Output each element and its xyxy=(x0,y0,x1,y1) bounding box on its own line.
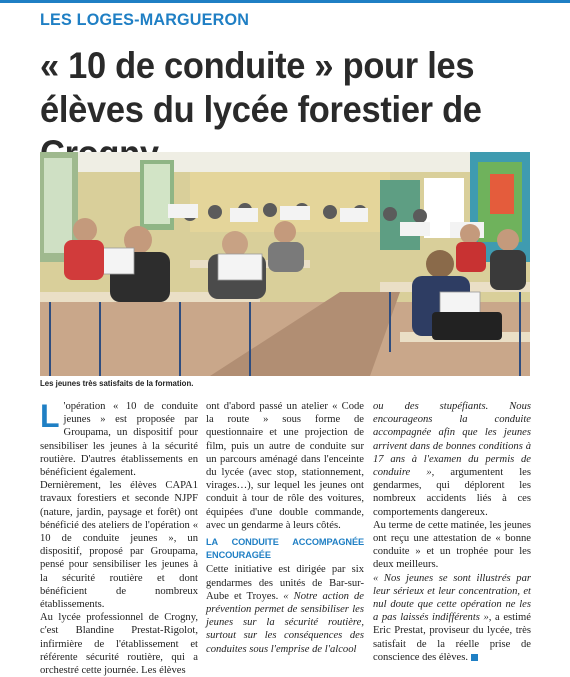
paragraph: Au lycée professionnel de Crogny, c'est Blandine Prestat-Rigolot, infirmière de l'établissement et référente sécurité routière, qui a orchestré cette journée. Les élèves xyxy=(40,612,198,677)
paragraph-text: argumentent les gendarmes, qui déplorent les nombreux accidents liés à ces comportements dangereux. xyxy=(373,467,531,518)
top-accent-band xyxy=(0,0,570,3)
article-column-3 xyxy=(373,400,531,664)
article-column-1 xyxy=(40,400,198,677)
section-kicker: LES LOGES-MARGUERON xyxy=(40,10,250,29)
paragraph: ont d'abord passé un atelier « Code la route » sous forme de questionnaire et une projection de film, puis un autre de conduite sur un parcours aménagé dans l'enceinte du lycée (avec stop, stationnement, virages…), sur lequel les jeunes ont conduit à tour de rôle des voitures, équipées d'une double commande, avec un gendarme à leurs côtés. xyxy=(206,401,364,531)
classroom-photo-illustration xyxy=(40,152,530,376)
intro-paragraph xyxy=(40,400,198,479)
paragraph xyxy=(206,563,364,655)
end-of-article-mark xyxy=(471,654,478,661)
paragraph xyxy=(373,400,531,519)
article-photo xyxy=(40,152,530,376)
article-subhead: LA CONDUITE ACCOMPAGNÉE ENCOURAGÉE xyxy=(206,537,364,561)
photo-caption: Les jeunes très satisfaits de la formation. xyxy=(40,378,194,388)
article-headline: « 10 de conduite » pour les élèves du lycée forestier de xyxy=(40,45,482,130)
article-column-2 xyxy=(206,400,364,656)
paragraph: Dernièrement, les élèves CAPA1 travaux forestiers et seconde NJPF (nature, jardin, paysage et forêt) ont bénéficié des ateliers de l'opération « 10 de conduite jeunes », un dispositif, proposé par Groupama, pensé pour sensibiliser les jeunes à la sécurité routière et dont bénéficient de nombreux établissements. xyxy=(40,480,198,611)
intro-text: 'opération « 10 de conduite jeunes » est proposée par Groupama, un dispositif pour sensibiliser les jeunes à la sécurité routière. D'autres établissements en bénéficient également. xyxy=(40,401,198,479)
paragraph-text: Cette initiative est dirigée par six gendarmes des unités de Bar-sur-Aube et Troyes. xyxy=(206,564,364,602)
paragraph: Au terme de cette matinée, les jeunes ont reçu une attestation de « bonne conduite » et un trophée pour les deux meilleurs. xyxy=(373,519,531,571)
proviseur-quote: « Nos jeunes se sont illustrés par leur sérieux et leur concentration, et nul doute que cette opération ne les a pas laissés indifférents », xyxy=(373,572,531,624)
closing-paragraph xyxy=(373,572,531,664)
dropcap-letter: L xyxy=(40,398,60,434)
gendarme-quote-continued: ou des stupéfiants. Nous encourageons la conduite accompagnée afin que les jeunes arrivent dans de bonnes conditions à 17 ans à l'examen du permis de conduire », xyxy=(373,401,531,479)
gendarme-quote: « Notre action de prévention permet de sensibiliser les jeunes sur la sécurité routière, surtout sur les conséquences des conduites sous l'emprise de l'alcool xyxy=(206,590,364,655)
paragraph-text: a estimé Eric Prestat, proviseur du lycée, très satisfait de la réelle prise de conscience des élèves. xyxy=(373,612,531,663)
